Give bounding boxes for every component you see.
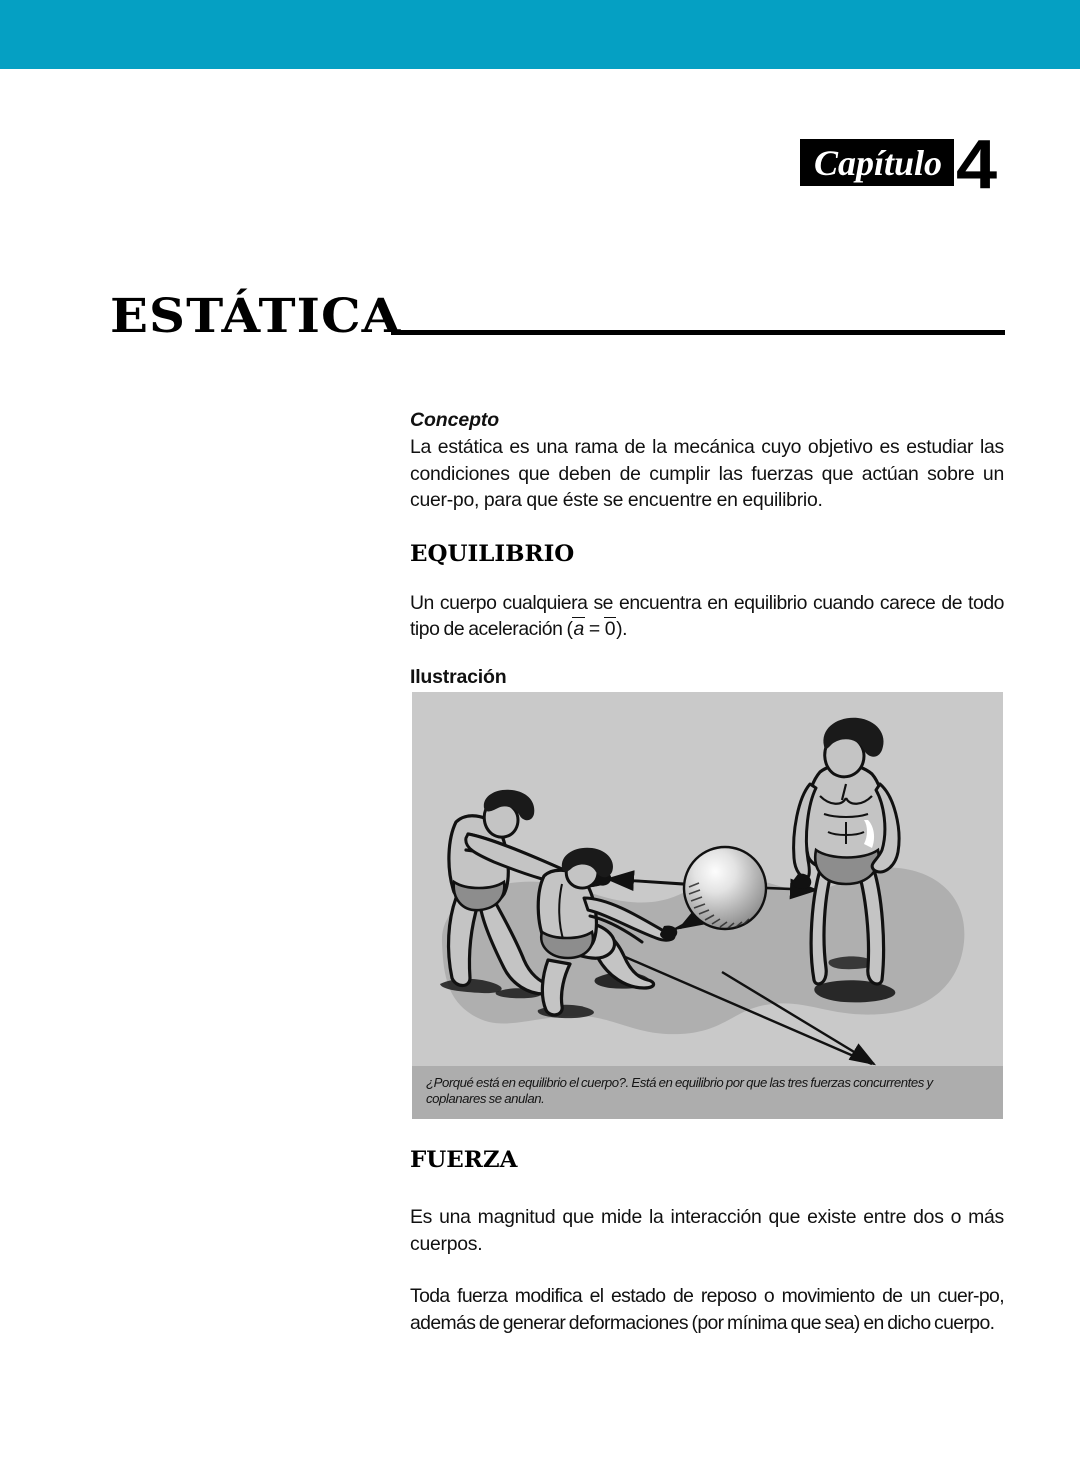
sphere-in-equilibrium [684,847,766,929]
vector-a: a [572,616,584,643]
concepto-body: La estática es una rama de la mecánica cuyo objetivo es estudiar las condiciones que deben de cumplir las fuerzas que actúan sobre un cuer-po, para que éste se encuentre en equilibrio. [410,436,1004,511]
chapter-label: Capítulo [800,139,954,186]
content-column [410,408,1004,690]
fuerza-paragraph-2: Toda fuerza modifica el estado de reposo o movimiento de un cuer-po, además de generar deformaciones (por mínima que sea) en dicho cuerpo. [410,1285,1004,1334]
fuerza-paragraph-1: Es una magnitud que mide la interacción que existe entre dos o más cuerpos. [410,1206,1004,1255]
equilibrium-illustration-svg [412,692,1003,1066]
formula-equals: = [584,618,604,640]
illustration-canvas [412,692,1003,1066]
concepto-heading: Concepto [410,409,500,431]
chapter-tag [800,125,994,204]
top-accent-bar [0,0,1080,69]
title-rule [391,330,1005,335]
chapter-number: 4 [956,125,994,204]
page-title: ESTÁTICA [110,289,402,344]
equilibrio-body-text: Un cuerpo cualquiera se encuentra en equilibrio cuando carece de todo tipo de aceleración ( [410,591,1004,640]
equilibrio-heading: EQUILIBRIO [410,540,575,567]
page-title-row [110,282,1005,342]
illustration-figure [412,692,1003,1119]
illustration-caption-text: ¿Porqué está en equilibrio el cuerpo?. Está en equilibrio por que las tres fuerzas concurrentes y coplanares se anulan. [426,1075,933,1106]
illustration-caption-band [412,1066,1003,1119]
fuerza-section [410,1146,1004,1336]
vector-zero: 0 [604,616,616,643]
ilustracion-label: Ilustración [410,665,507,688]
fuerza-heading: FUERZA [410,1147,518,1173]
equilibrio-body-tail: ). [616,618,628,640]
equilibrio-body [410,590,1004,643]
